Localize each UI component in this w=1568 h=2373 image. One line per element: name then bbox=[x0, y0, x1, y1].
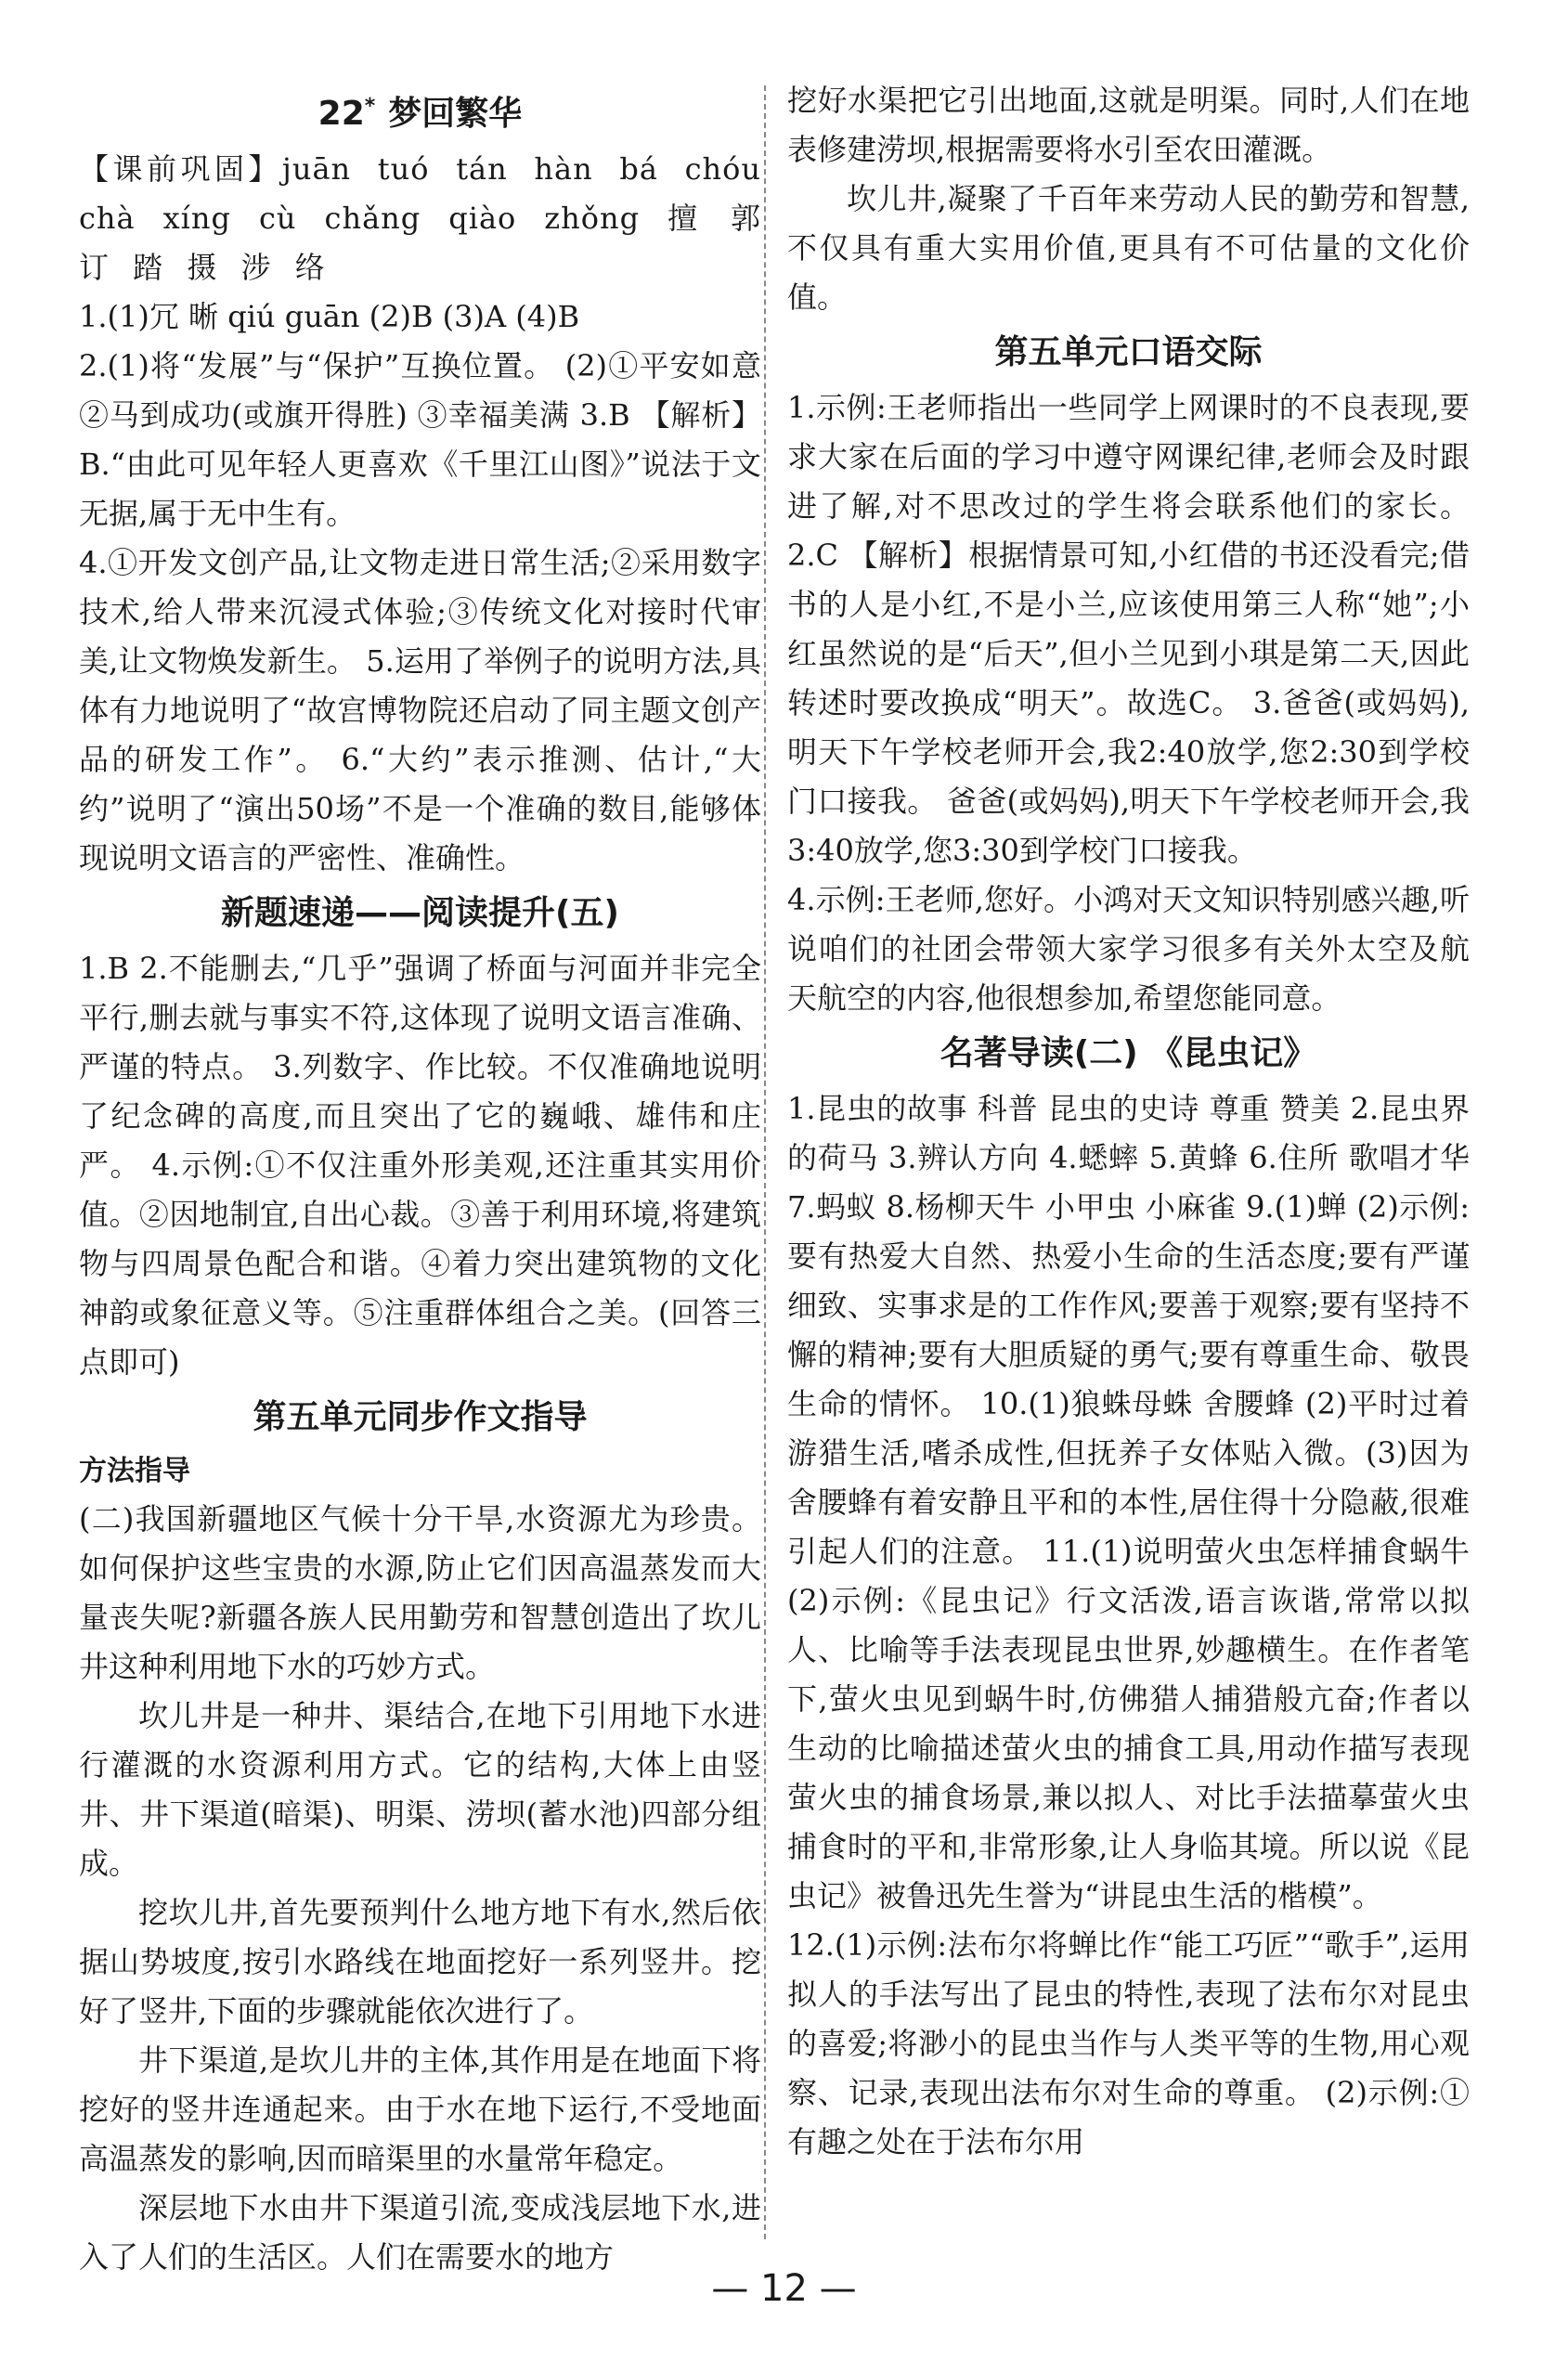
right-column bbox=[787, 76, 1470, 2167]
classic-answers-1-11: 1.昆虫的故事 科普 昆虫的史诗 尊重 赞美 2.昆虫界的荷马 3.辨认方向 4.蟋蟀 5.黄蜂 6.住所 歌唱才华 7.蚂蚁 8.杨柳天牛 小甲虫 小麻雀 9.(1)蝉 (2)示例:要有热爱大自然、热爱小生命的生活态度;要有严谨细致、实事求是的工作作风;要善于观察;要有坚持不懈的精神;要有大胆质疑的勇气;要有尊重生命、敬畏生命的情怀。 10.(1)狼蛛母蛛 舍腰蜂 (2)平时过着游猎生活,嗜杀成性,但抚养子女体贴入微。(3)因为舍腰蜂有着安静且平和的本性,居住得十分隐蔽,很难引起人们的注意。 11.(1)说明萤火虫怎样捕食蜗牛 (2)示例:《昆虫记》行文活泼,语言诙谐,常常以拟人、比喻等手法表现昆虫世界,妙趣横生。在作者笔下,萤火虫见到蜗牛时,仿佛猎人捕猎般亢奋;作者以生动的比喻描述萤火虫的捕食工具,用动作描写表现萤火虫的捕食场景,兼以拟人、对比手法描摹萤火虫捕食时的平和,非常形象,让人身临其境。所以说《昆虫记》被鲁迅先生誉为“讲昆虫生活的楷模”。 bbox=[787, 1091, 1470, 1913]
lesson-22-title bbox=[79, 78, 761, 143]
column-divider bbox=[764, 85, 766, 2239]
answer-4-6: 4.①开发文创产品,让文物走进日常生活;②采用数字技术,给人带来沉浸式体验;③传统文化对接时代审美,让文物焕发新生。 5.运用了举例子的说明方法,具体有力地说明了“故宫博物院还启动了同主题文创产品的研发工作”。 6.“大约”表示推测、估计,“大约”说明了“演出50场”不是一个准确的数目,能够体现说明文语言的严密性、准确性。 bbox=[79, 545, 761, 875]
writing-section-title: 第五单元同步作文指导 bbox=[253, 1398, 588, 1436]
essay-paragraph-3: 挖坎儿井,首先要预判什么地方地下有水,然后依据山势坡度,按引水路线在地面挖好一系列竖井。挖好了竖井,下面的步骤就能依次进行了。 bbox=[79, 1895, 761, 2029]
answer-2-3: 2.(1)将“发展”与“保护”互换位置。 (2)①平安如意 ②马到成功(或旗开得胜) ③幸福美满 3.B 【解析】B.“由此可见年轻人更喜欢《千里江山图》”说法于文无据,属于无中生有。 bbox=[79, 348, 761, 531]
essay-paragraph-1: (二)我国新疆地区气候十分干旱,水资源尤为珍贵。如何保护这些宝贵的水源,防止它们因高温蒸发而大量丧失呢?新疆各族人民用勤劳和智慧创造出了坎儿井这种利用地下水的巧妙方式。 bbox=[79, 1501, 761, 1684]
oral-answer-4: 4.示例:王老师,您好。小鸿对天文知识特别感兴趣,听说咱们的社团会带领大家学习很多有关外太空及航天航空的内容,他很想参加,希望您能同意。 bbox=[787, 882, 1470, 1016]
reading-section-title: 新题速递——阅读提升(五) bbox=[221, 894, 619, 932]
title-text: 梦回繁华 bbox=[388, 95, 523, 133]
page-number: — 12 — bbox=[711, 2267, 857, 2310]
oral-section-title: 第五单元口语交际 bbox=[994, 333, 1263, 371]
classic-reading-title: 名著导读(二) 《昆虫记》 bbox=[940, 1034, 1317, 1072]
prep-answers: 【课前巩固】juān tuó tán hàn bá chóu chà xíng cù chǎng qiào zhǒng 擅 郭 订 踏 摄 涉 络 bbox=[79, 151, 761, 285]
essay-continued-2: 坎儿井,凝聚了千百年来劳动人民的勤劳和智慧,不仅具有重大实用价值,更具有不可估量的文化价值。 bbox=[787, 181, 1470, 315]
title-star: * bbox=[364, 95, 376, 118]
oral-answers-1-3: 1.示例:王老师指出一些同学上网课时的不良表现,要求大家在后面的学习中遵守网课纪律,老师会及时跟进了解,对不思改过的学生将会联系他们的家长。 2.C 【解析】根据情景可知,小红借的书还没看完;借书的人是小红,不是小兰,应该使用第三人称“她”;小红虽然说的是“后天”,但小兰见到小琪是第二天,因此转述时要改换成“明天”。故选C。 3.爸爸(或妈妈),明天下午学校老师开会,我2:40放学,您2:30到学校门口接我。 爸爸(或妈妈),明天下午学校老师开会,我3:40放学,您3:30到学校门口接我。 bbox=[787, 390, 1470, 868]
title-number: 22 bbox=[317, 95, 365, 133]
left-column bbox=[79, 76, 761, 2282]
classic-answer-12: 12.(1)示例:法布尔将蝉比作“能工巧匠”“歌手”,运用拟人的手法写出了昆虫的特性,表现了法布尔对昆虫的喜爱;将渺小的昆虫当作与人类平等的生物,用心观察、记录,表现出法布尔对生命的尊重。 (2)示例:①有趣之处在于法布尔用 bbox=[787, 1927, 1470, 2159]
essay-paragraph-2: 坎儿井是一种井、渠结合,在地下引用地下水进行灌溉的水资源利用方式。它的结构,大体上由竖井、井下渠道(暗渠)、明渠、涝坝(蓄水池)四部分组成。 bbox=[79, 1698, 761, 1881]
essay-continued-1: 挖好水渠把它引出地面,这就是明渠。同时,人们在地表修建涝坝,根据需要将水引至农田灌溉。 bbox=[787, 83, 1470, 167]
method-guide-label: 方法指导 bbox=[79, 1455, 190, 1487]
answer-1: 1.(1)冗 晰 qiú guān (2)B (3)A (4)B bbox=[79, 299, 580, 334]
reading-answers: 1.B 2.不能删去,“几乎”强调了桥面与河面并非完全平行,删去就与事实不符,这体现了说明文语言准确、严谨的特点。 3.列数字、作比较。不仅准确地说明了纪念碑的高度,而且突出了它的巍峨、雄伟和庄严。 4.示例:①不仅注重外形美观,还注重其实用价值。②因地制宜,自出心裁。③善于利用环境,将建筑物与四周景色配合和谐。④着力突出建筑物的文化神韵或象征意义等。⑤注重群体组合之美。(回答三点即可) bbox=[79, 951, 761, 1380]
essay-paragraph-5: 深层地下水由井下渠道引流,变成浅层地下水,进入了人们的生活区。人们在需要水的地方 bbox=[79, 2190, 761, 2275]
essay-paragraph-4: 井下渠道,是坎儿井的主体,其作用是在地面下将挖好的竖井连通起来。由于水在地下运行,不受地面高温蒸发的影响,因而暗渠里的水量常年稳定。 bbox=[79, 2042, 761, 2176]
